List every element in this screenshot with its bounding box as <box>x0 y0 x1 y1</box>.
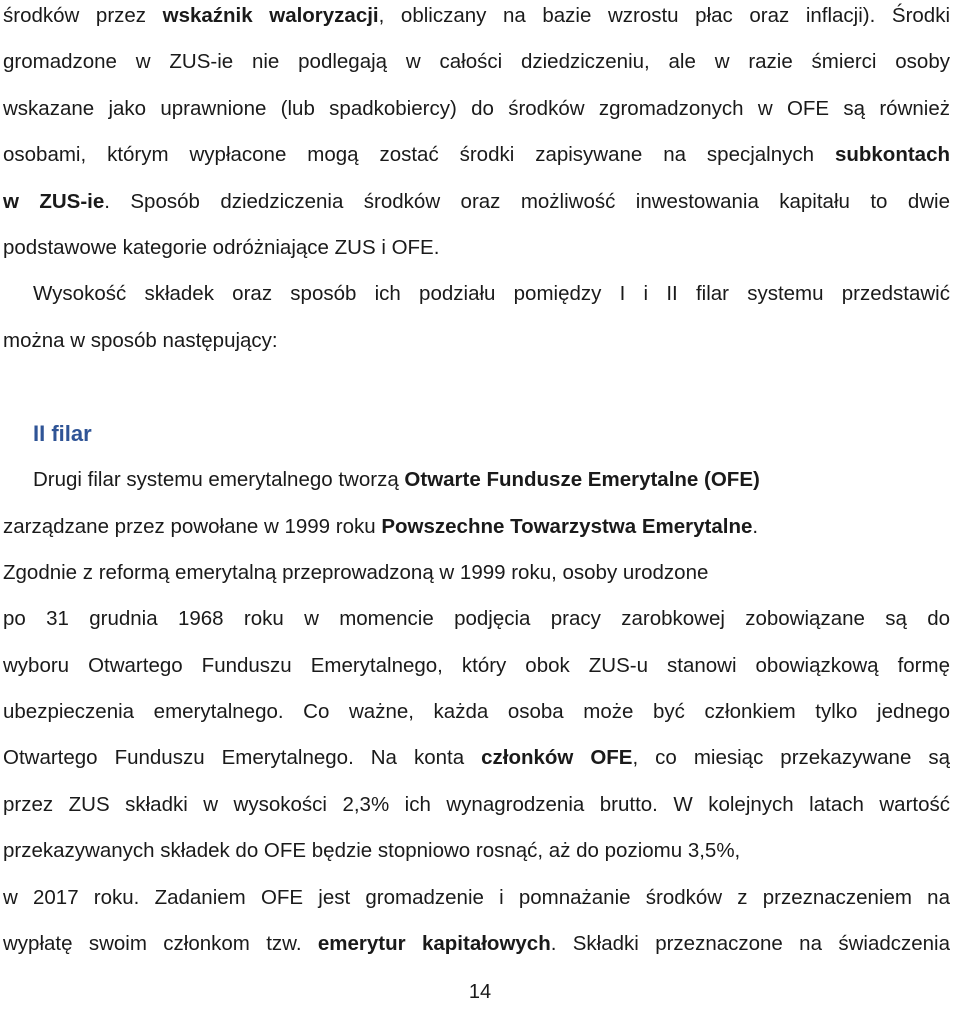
text-run: Otwartego Funduszu Emerytalnego. Na konta <box>3 746 482 770</box>
bold-term: Otwarte Fundusze Emerytalne (OFE) <box>404 468 760 492</box>
text-line: w 2017 roku. Zadaniem OFE jest gromadzenie i pomnażanie środków z przeznaczeniem na <box>3 885 950 909</box>
text-run: wypłatę swoim członkom tzw. <box>3 932 318 956</box>
text-line: po 31 grudnia 1968 roku w momencie podjęcia pracy zarobkowej zobowiązane są do <box>3 607 950 631</box>
bold-term: subkontach <box>834 143 950 167</box>
bold-term: wskaźnik waloryzacji <box>162 4 379 27</box>
text-run: . Składki przeznaczone na świadczenia <box>550 932 950 956</box>
text-line: przez ZUS składki w wysokości 2,3% ich wynagrodzenia brutto. W kolejnych latach wartość <box>3 792 950 816</box>
text-line: Wysokość składek oraz sposób ich podziału pomiędzy I i II filar systemu przedstawić <box>33 282 950 306</box>
text-line: ubezpieczenia emerytalnego. Co ważne, każda osoba może być członkiem tylko jednego <box>3 700 950 724</box>
text-line <box>3 457 950 503</box>
text-run: . Sposób dziedziczenia środków oraz możliwość inwestowania kapitału to dwie <box>104 189 950 213</box>
text-line: Zgodnie z reformą emerytalną przeprowadzoną w 1999 roku, osoby urodzone <box>3 560 709 584</box>
paragraph-inheritance <box>3 0 950 271</box>
bold-term: członków OFE <box>481 746 633 770</box>
section-heading: II filar <box>33 421 92 447</box>
paragraph-contributions <box>3 271 950 364</box>
bold-term: w ZUS-ie <box>3 189 105 213</box>
paragraph-second-pillar <box>3 457 950 967</box>
page-number: 14 <box>468 981 492 1003</box>
text-line: wyboru Otwartego Funduszu Emerytalnego, który obok ZUS-u stanowi obowiązkową formę <box>3 653 950 677</box>
text-run: , co miesiąc przekazywane są <box>632 746 950 770</box>
text-line: można w sposób następujący: <box>3 328 278 352</box>
text-run: osobami, którym wypłacone mogą zostać środki zapisywane na specjalnych <box>3 143 835 167</box>
text-line <box>3 179 950 225</box>
spacer <box>3 364 950 411</box>
text-line <box>3 504 950 550</box>
text-line: podstawowe kategorie odróżniające ZUS i OFE. <box>3 235 440 259</box>
text-line <box>3 0 950 39</box>
bold-term: emerytur kapitałowych <box>317 932 551 956</box>
text-run: , obliczany na bazie wzrostu płac oraz inflacji). Środki <box>378 4 950 27</box>
text-line <box>3 921 950 967</box>
text-run: Drugi filar systemu emerytalnego tworzą <box>33 468 405 492</box>
text-run: zarządzane przez powołane w 1999 roku <box>3 514 382 538</box>
bold-term: Powszechne Towarzystwa Emerytalne <box>381 514 753 538</box>
text-run: . <box>752 514 759 538</box>
text-line <box>3 735 950 781</box>
text-line: gromadzone w ZUS-ie nie podlegają w całości dziedziczeniu, ale w razie śmierci osoby <box>3 50 950 74</box>
text-line: przekazywanych składek do OFE będzie stopniowo rosnąć, aż do poziomu 3,5%, <box>3 839 741 863</box>
text-line: wskazane jako uprawnione (lub spadkobiercy) do środków zgromadzonych w OFE są również <box>3 96 950 120</box>
text-run: środków przez <box>3 4 163 27</box>
text-line <box>3 132 950 178</box>
